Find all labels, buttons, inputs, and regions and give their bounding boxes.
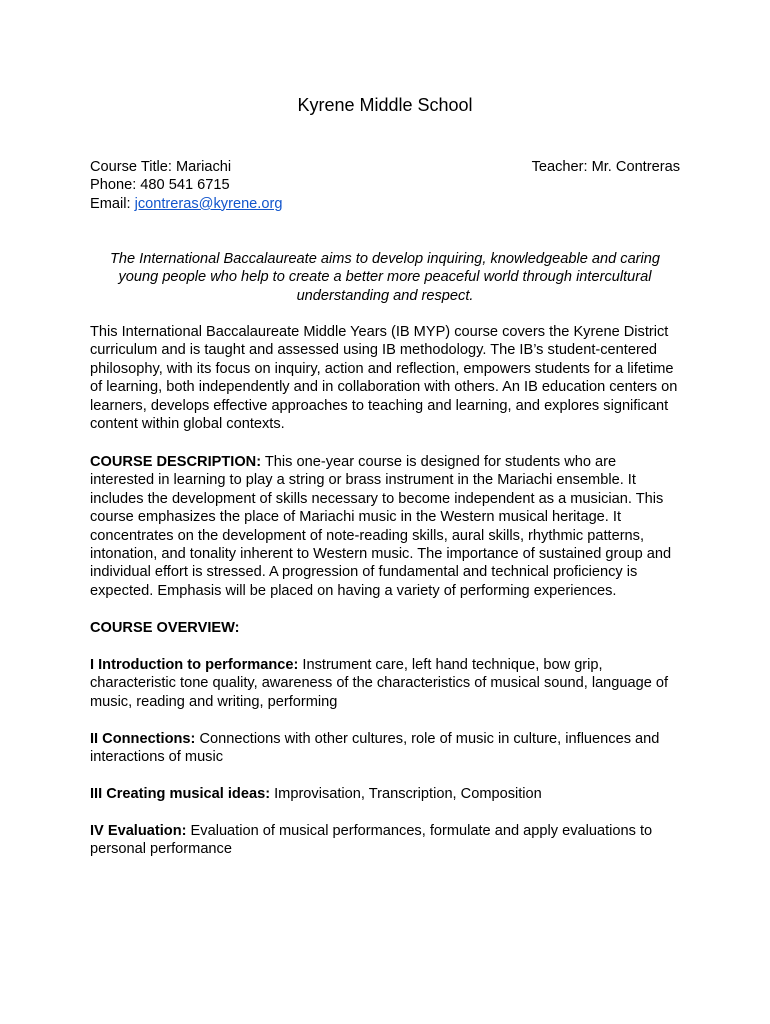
unit-title: II Connections: — [90, 731, 196, 747]
teacher-name: Teacher: Mr. Contreras — [531, 159, 680, 175]
intro-paragraph: This International Baccalaureate Middle Years (IB MYP) course covers the Kyrene District curriculum and is taught and assessed using IB methodology. The IB’s student-centered philosophy, with its focus on inquiry, action and reflection, empowers students for a lifetime of learning, both independently and in collaboration with others. An IB education centers on learners, develops effective approaches to teaching and learning, and explores significant content within global contexts. — [90, 324, 678, 433]
unit-title: IV Evaluation: — [90, 823, 187, 839]
overview-unit — [90, 785, 682, 803]
unit-title: I Introduction to performance: — [90, 657, 299, 673]
unit-text: Instrument care, left hand technique, bow grip, characteristic tone quality, awareness of the characteristics of musical sound, language of music, reading and writing, performing — [90, 657, 669, 710]
course-title: Course Title: Mariachi — [90, 159, 232, 175]
email-line — [90, 195, 680, 213]
meta-row-top — [90, 158, 680, 176]
ib-mission-statement: The International Baccalaureate aims to develop inquiring, knowledgeable and caring young people who help to create a better more peaceful world through intercultural understanding and respect. — [109, 251, 661, 304]
overview-unit — [90, 822, 682, 859]
email-label: Email: — [90, 195, 135, 212]
unit-title: III Creating musical ideas: — [90, 786, 271, 802]
course-overview-heading — [90, 619, 682, 637]
unit-text: Connections with other cultures, role of music in culture, influences and interactions of music — [90, 731, 660, 766]
email-link[interactable]: jcontreras@kyrene.org — [134, 195, 283, 212]
course-description-heading: COURSE DESCRIPTION: — [90, 454, 262, 470]
unit-text: Improvisation, Transcription, Composition — [270, 786, 542, 802]
course-description — [90, 453, 682, 600]
course-description-text: This one-year course is designed for students who are interested in learning to play a string or brass instrument in the Mariachi ensemble. It includes the development of skills necessary to become independent as a musician. This course emphasizes the place of Mariachi music in the Western musical heritage. It concentrates on the development of note-reading skills, aural skills, rhythmic patterns, intonation, and tonality inherent to Western music. The importance of sustained group and individual effort is stressed. A progression of fundamental and technical proficiency is expected. Emphasis will be placed on having a variety of performing experiences. — [90, 454, 672, 599]
overview-unit — [90, 656, 682, 711]
course-meta — [90, 158, 680, 213]
overview-unit — [90, 730, 682, 767]
course-overview-heading-text: COURSE OVERVIEW: — [90, 620, 240, 636]
school-title: Kyrene Middle School — [297, 95, 473, 115]
unit-text: Evaluation of musical performances, formulate and apply evaluations to personal performance — [90, 823, 653, 858]
phone-number: Phone: 480 541 6715 — [90, 177, 230, 194]
